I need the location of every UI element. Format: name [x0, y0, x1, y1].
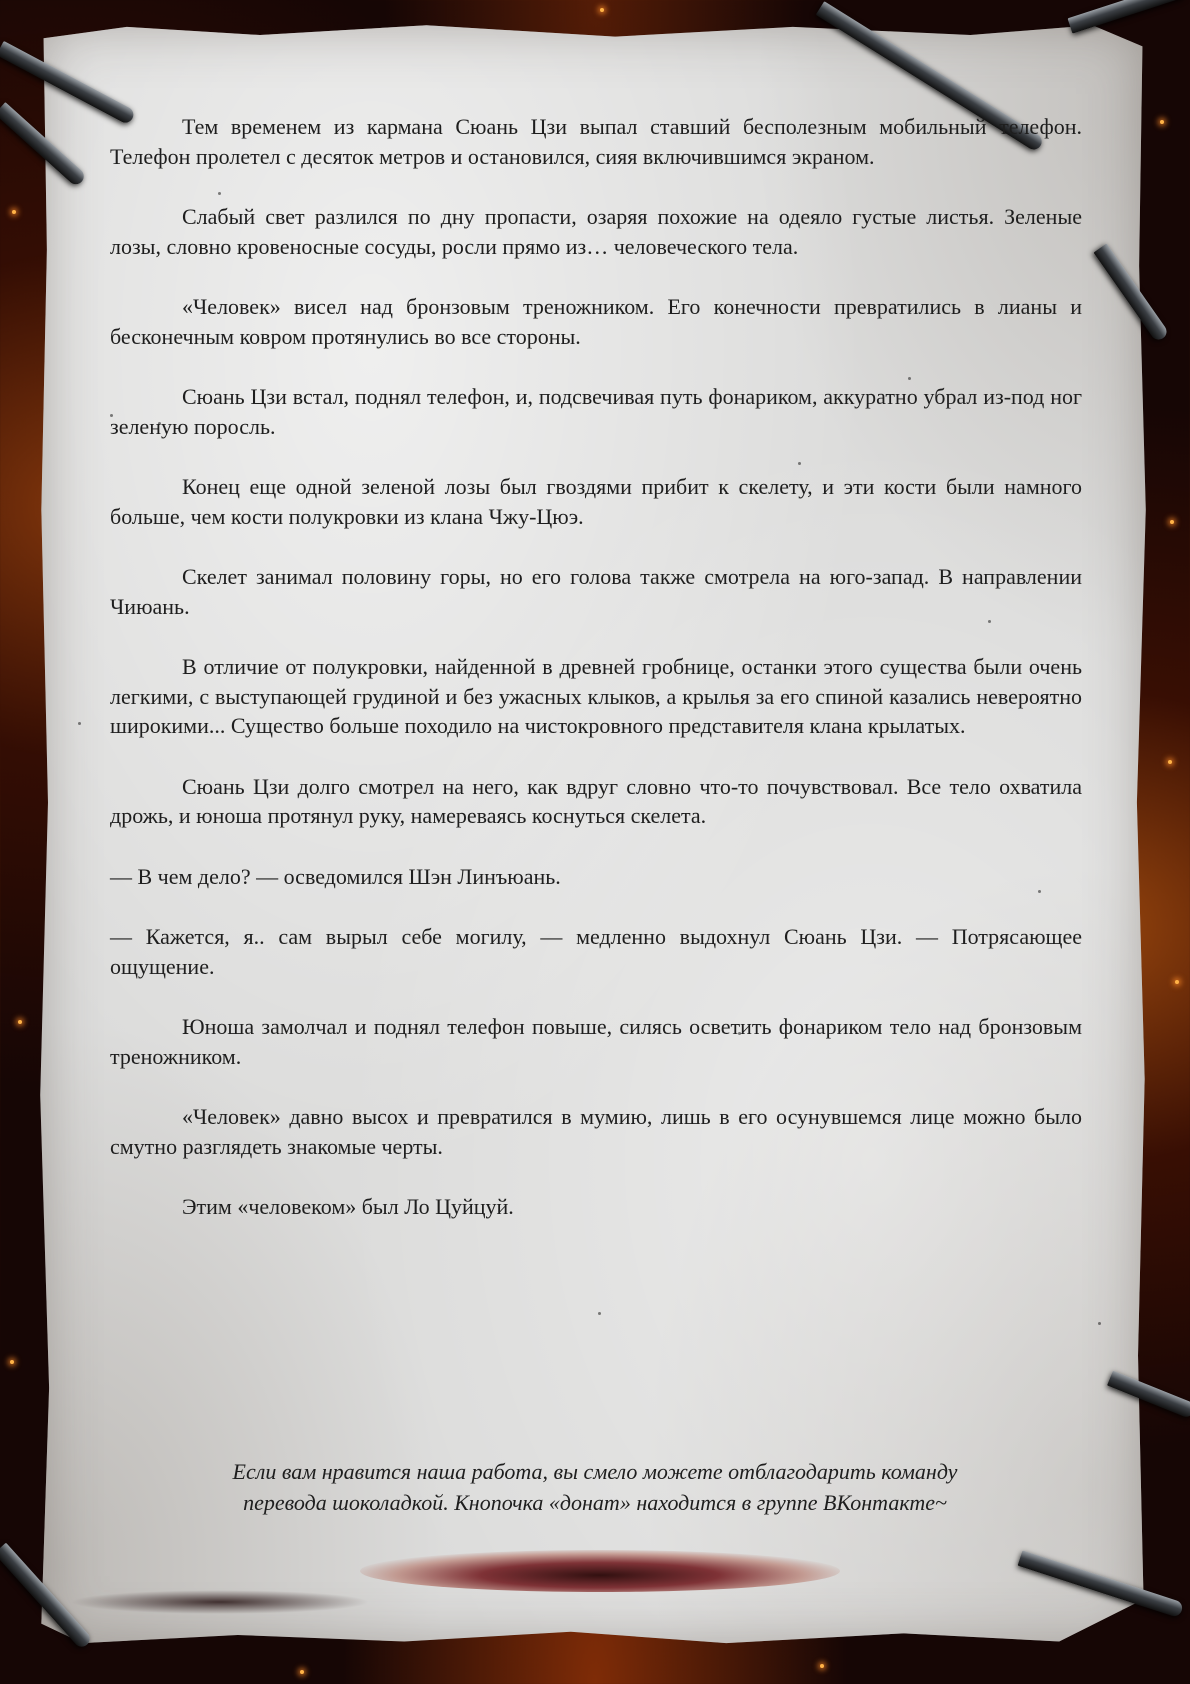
donation-note-line: Если вам нравится наша работа, вы смело можете отблагодарить команду: [232, 1459, 958, 1484]
paper-speck: [598, 1312, 601, 1315]
paragraph: Тем временем из кармана Сюань Цзи выпал ставший бесполезным мобильный телефон. Телефон пролетел с десяток метров и остановился, сияя включившимся экраном.: [110, 114, 1082, 169]
ember: [820, 1664, 824, 1668]
ember: [1168, 760, 1172, 764]
paragraph: Конец еще одной зеленой лозы был гвоздями прибит к скелету, и эти кости были намного больше, чем кости полукровки из клана Чжу-Цюэ.: [110, 474, 1082, 529]
paragraph: В отличие от полукровки, найденной в древней гробнице, останки этого существа были очень легкими, с выступающей грудиной и без ужасных клыков, а крылья за его спиной казались невероятно широкими... Существо больше походило на чистокровного представителя клана крылатых.: [110, 654, 1082, 738]
donation-note: [140, 1456, 1050, 1518]
paragraph: «Человек» давно высох и превратился в мумию, лишь в его осунувшемся лице можно было смутно разглядеть знакомые черты.: [110, 1104, 1082, 1159]
dialog-paragraph: — В чем дело? — осведомился Шэн Линъюань.: [110, 863, 561, 889]
paragraph: Этим «человеком» был Ло Цуйцуй.: [182, 1194, 514, 1219]
ember: [12, 210, 16, 214]
ember: [1175, 980, 1179, 984]
paragraph: Слабый свет разлился по дну пропасти, озаряя похожие на одеяло густые листья. Зеленые лозы, словно кровеносные сосуды, росли прямо из… человеческого тела.: [110, 204, 1082, 259]
donation-note-line: перевода шоколадкой. Кнопочка «донат» находится в группе ВКонтакте~: [243, 1490, 947, 1515]
ember: [10, 1360, 14, 1364]
paragraph: Скелет занимал половину горы, но его голова также смотрела на юго-запад. В направлении Чиюань.: [110, 564, 1082, 619]
story-text: [110, 112, 1082, 1253]
ember: [600, 8, 604, 12]
ember: [1170, 520, 1174, 524]
dialog-paragraph: — Кажется, я.. сам вырыл себе могилу, — медленно выдохнул Сюань Цзи. — Потрясающее ощущение.: [110, 924, 1082, 979]
burn-mark: [360, 1550, 840, 1592]
ember: [300, 1670, 304, 1674]
paper-speck: [1098, 1322, 1101, 1325]
paper-speck: [78, 722, 81, 725]
ember: [18, 1020, 22, 1024]
paragraph: Юноша замолчал и поднял телефон повыше, силясь осветить фонариком тело над бронзовым треножником.: [110, 1014, 1082, 1069]
paragraph: «Человек» висел над бронзовым треножником. Его конечности превратились в лианы и бесконечным ковром протянулись во все стороны.: [110, 294, 1082, 349]
paragraph: Сюань Цзи долго смотрел на него, как вдруг словно что-то почувствовал. Все тело охватила дрожь, и юноша протянул руку, намереваясь коснуться скелета.: [110, 773, 1082, 828]
ember: [1160, 120, 1164, 124]
burn-mark: [70, 1590, 370, 1614]
paragraph: Сюань Цзи встал, поднял телефон, и, подсвечивая путь фонариком, аккуратно убрал из-под ног зеленую поросль.: [110, 384, 1082, 439]
